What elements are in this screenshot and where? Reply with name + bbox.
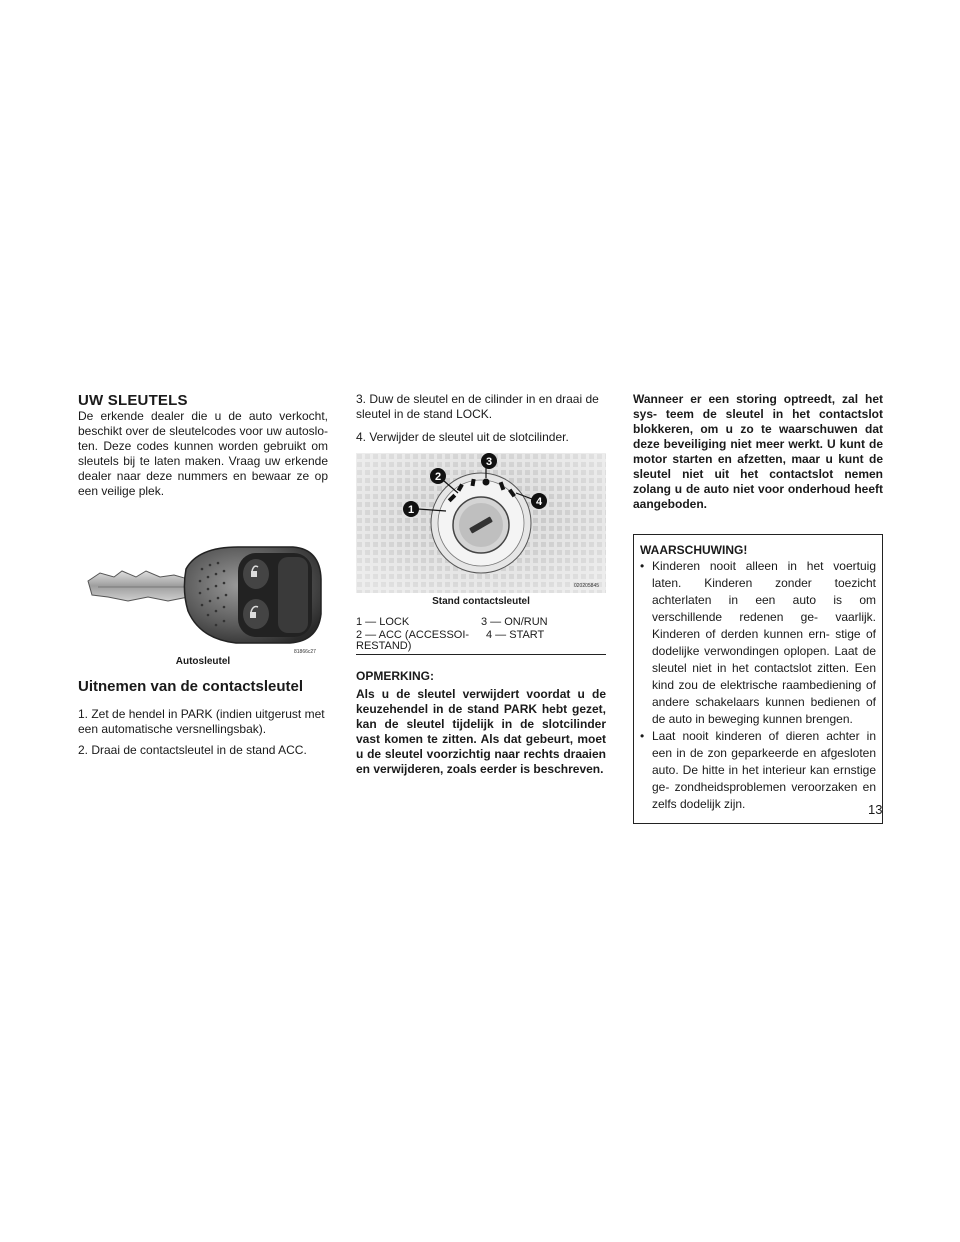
figure-caption: Autosleutel (175, 656, 231, 667)
step-2: 2. Draai de contactsleutel in de stand ACC. (78, 743, 307, 757)
warning-title: WAARSCHUWING! (640, 543, 748, 557)
warning-text: Laat nooit kinderen of dieren achter in een in de zon geparkeerde en afgesloten auto. De hitte in het interieur kan ernstige ge- zondheidsproblemen veroorzaken en zelfs dodelijk zijn. (652, 729, 876, 811)
car-key-illustration (78, 539, 328, 649)
legend-row (356, 617, 606, 628)
legend-entry: 4 — START (486, 629, 545, 641)
figure-code: 81866c27 (294, 649, 316, 655)
step-1: 1. Zet de hendel in PARK (indien uitgerust met een automatische versnellingsbak). (78, 707, 325, 736)
bullet: • (640, 559, 645, 573)
ignition-switch-illustration (356, 453, 606, 593)
warning-text: Kinderen nooit alleen in het voertuig laten. Kinderen zonder toezicht achterlaten in een auto is om verschillende redenen ge- vaarlijk. Kinderen of derden kunnen ern- stige of dodelijke verwondingen oplopen. Laat de sleutel niet in het contactslot zitten. Een kind zou de elektrische raambediening of andere schakelaars kunnen bedienen of de auto in beweging kunnen brengen. (652, 559, 876, 726)
legend-entry: 3 — ON/RUN (481, 616, 548, 628)
position-label-1: 1 (407, 504, 415, 516)
column-left (78, 392, 328, 764)
legend-row (356, 630, 606, 652)
warning-box (633, 534, 883, 824)
step-4: 4. Verwijder de sleutel uit de slotcilinder. (356, 430, 569, 444)
ignition-legend (356, 617, 606, 655)
key-figure (78, 539, 328, 667)
note-title: OPMERKING: (356, 669, 434, 683)
subsection-heading: Uitnemen van de contactsleutel (78, 678, 304, 695)
figure-code: 020205845 (574, 583, 600, 589)
step-3: 3. Duw de sleutel en de cilinder in en draai de sleutel in de stand LOCK. (356, 392, 599, 421)
column-middle (356, 392, 606, 777)
warning-item (640, 728, 876, 813)
malfunction-paragraph: Wanneer er een storing optreedt, zal het sys- teem de sleutel in het contactslot blokkeren, om u zo te waarschuwen dat deze beveiliging niet meer werkt. U kunt de motor starten en afzetten, maar u kunt de sleutel niet uit het contactslot nemen zolang u de auto niet voor onderhoud heeft aangeboden. (633, 392, 883, 511)
column-right (633, 392, 883, 824)
figure-caption: Stand contactsleutel (432, 596, 530, 607)
page-number: 13 (868, 802, 883, 817)
position-label-4: 4 (535, 496, 543, 508)
intro-paragraph: De erkende dealer die u de auto verkocht, beschikt over de sleutelcodes voor uw autoslo- ten. Deze codes kunnen worden gebruikt om sleutels bij te laten maken. Vraag uw erkende dealer naar deze nummers en bewaar ze op een veilige plek. (78, 409, 328, 498)
legend-entry: 2 — ACC (ACCESSOI- RESTAND) (356, 629, 470, 652)
position-label-2: 2 (434, 471, 442, 483)
section-heading: UW SLEUTELS (78, 392, 188, 409)
ignition-figure (356, 453, 606, 593)
bullet: • (640, 729, 645, 743)
position-label-3: 3 (485, 456, 493, 468)
note-body: Als u de sleutel verwijdert voordat u de keuzehendel in de stand PARK hebt gezet, kan de sleutel tijdelijk in de slotcilinder vast komen te zitten. Als dat gebeurt, moet u de sleutel voorzichtig naar rechts draaien en verwijderen, zoals eerder is beschreven. (356, 687, 606, 776)
legend-entry: 1 — LOCK (356, 616, 410, 628)
warning-item (640, 558, 876, 728)
